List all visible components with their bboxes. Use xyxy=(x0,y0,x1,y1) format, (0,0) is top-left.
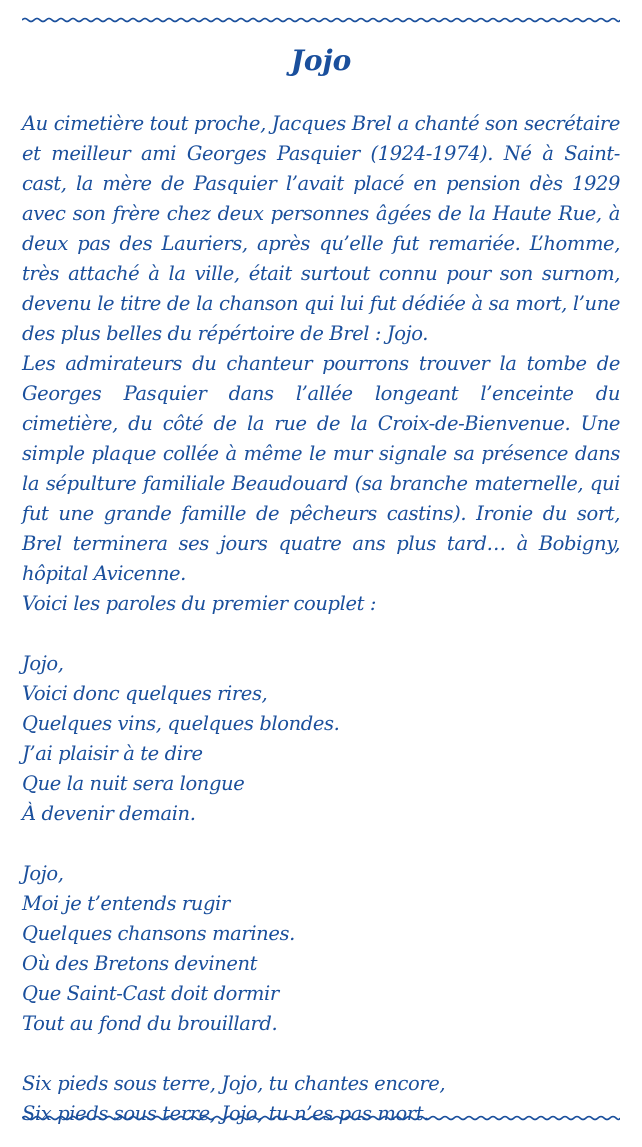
paragraph-tomb: Les admirateurs du chanteur pourrons trouver la tombe de Georges Pasquier dans l’allée longeant l’enceinte du cimetière, du côté de la rue de la Croix-de-Bienvenue. Une simple plaque collée à même le mur signale sa présence dans la sépulture familiale Beaudouard (sa branche maternelle, qui fut une grande famille de pêcheurs castins). Ironie du sort, Brel terminera ses jours quatre ans plus tard… à Bobigny, hôpital Avicenne. xyxy=(22,352,620,585)
wavy-divider-top xyxy=(22,15,620,25)
paragraph-intro: Au cimetière tout proche, Jacques Brel a chanté son secrétaire et meilleur ami Georges Pasquier (1924-1974). Né à Saint-cast, la mère de Pasquier l’avait placé en pension dès 1929 avec son frère chez deux personnes âgées de la Haute Rue, à deux pas des Lauriers, après qu’elle fut remariée. L’homme, très attaché à la ville, était surtout connu pour son surnom, devenu le titre de la chanson qui lui fut dédiée à sa mort, l’une des plus belles du répértoire de Brel : Jojo. xyxy=(22,112,620,345)
lyric-line: Où des Bretons devinent xyxy=(22,952,258,975)
lyric-line: Que Saint-Cast doit dormir xyxy=(22,982,279,1005)
wavy-line-bottom xyxy=(22,1117,620,1120)
paragraph-lyrics-intro: Voici les paroles du premier couplet : xyxy=(22,592,377,615)
article-body xyxy=(22,109,620,1129)
spacer xyxy=(22,1039,620,1069)
lyric-line: J’ai plaisir à te dire xyxy=(22,742,203,765)
stanza-2 xyxy=(22,859,620,1039)
lyric-line: Quelques chansons marines. xyxy=(22,922,295,945)
spacer xyxy=(22,619,620,649)
lyric-line: Jojo, xyxy=(22,652,64,675)
lyric-line: Six pieds sous terre, Jojo, tu chantes encore, xyxy=(22,1072,446,1095)
wavy-divider-bottom xyxy=(22,1113,620,1123)
lyric-line: Voici donc quelques rires, xyxy=(22,682,268,705)
lyric-line: Que la nuit sera longue xyxy=(22,772,245,795)
page-title: Jojo xyxy=(290,44,352,77)
lyric-line: Tout au fond du brouillard. xyxy=(22,1012,278,1035)
wavy-line-top xyxy=(22,19,620,22)
stanza-1 xyxy=(22,649,620,829)
lyric-line: Moi je t’entends rugir xyxy=(22,892,230,915)
lyric-line: À devenir demain. xyxy=(22,802,196,825)
lyric-line: Quelques vins, quelques blondes. xyxy=(22,712,340,735)
lyric-line: Jojo, xyxy=(22,862,64,885)
lyric-line: Six pieds sous terre, Jojo, tu n’es pas mort. xyxy=(22,1102,429,1125)
spacer xyxy=(22,829,620,859)
